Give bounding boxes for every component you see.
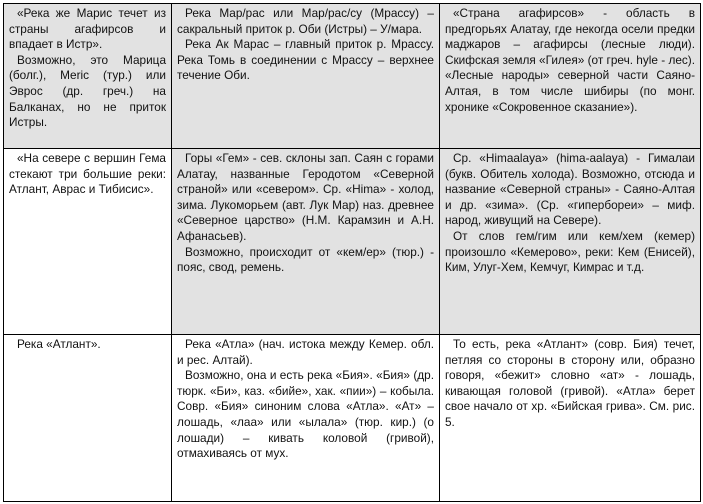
cell-paragraph: Река Мар/рас или Мар/рас/су (Мрассу) – сакральный приток р. Оби (Истры) – У/мара. <box>177 6 434 36</box>
table-cell <box>4 149 172 335</box>
table-cell <box>440 4 701 149</box>
cell-paragraph: Река Ак Марас – главный приток р. Мрассу. Река Томь в соединении с Мрассу – верхнее течение Оби. <box>177 37 434 83</box>
table-cell <box>172 4 440 149</box>
table-row <box>4 149 701 335</box>
table-row <box>4 4 701 149</box>
table-cell <box>440 149 701 335</box>
cell-paragraph: «Страна агафирсов» - область в предгорьях Алатау, где некогда осели предки маджаров – агафирсы (лесные люди). Скифская земля «Гилея» (от греч. hyle - лес). «Лесные народы» северной части Саяно-Алтая, в том числе шибиры (по монг. хронике «Сокровенное сказание»). <box>445 6 695 114</box>
cell-paragraph: Ср. «Himaalaya» (hima-aalaya) - Гималаи (букв. Обитель холода). Возможно, отсюда и название «Северной страны» - Саяно-Алтая и др. «зима». (Ср. «гипербореи» – миф. народ, живущий на Севере). <box>445 151 695 228</box>
table-cell <box>172 335 440 502</box>
table-cell <box>4 335 172 502</box>
cell-paragraph: Возможно, она и есть река «Бия». «Бия» (др. тюрк. «Би», каз. «бийе», хак. «пии») – кобыла. Совр. «Бия» синоним слова «Атла». «Ат» – лошадь, «лаа» или «ылала» (тюр. кир.) (о лошади) – кивать коловой (гривой), отмахиваясь от мух. <box>177 368 434 461</box>
cell-paragraph: «На севере с вершин Гема стекают три большие реки: Атлант, Аврас и Тибисис». <box>9 151 166 197</box>
cell-paragraph: Река «Атлант». <box>17 337 101 351</box>
cell-paragraph: Возможно, происходит от «кем/ер» (тюр.) - пояс, свод, ремень. <box>177 244 434 275</box>
table-cell <box>4 4 172 149</box>
cell-paragraph: Возможно, это Марица (болг.), Meric (тур.) или Эврос (др. греч.) на Балканах, но не приток Истры. <box>9 52 166 130</box>
table-cell <box>440 335 701 502</box>
cell-paragraph: Река «Атла» (нач. истока между Кемер. обл. и рес. Алтай). <box>177 337 434 367</box>
cell-paragraph: Горы «Гем» - сев. склоны зап. Саян с горами Алатау, названные Геродотом «Северной страной» или «севером». Ср. «Hima» - холод, зима. Лукоморьем (авт. Лук Мар) наз. древнее «Северное царство» (Н.М. Карамзин и А.Н. Афанасьев). <box>177 151 434 243</box>
table-row <box>4 335 701 502</box>
table-cell <box>172 149 440 335</box>
cell-paragraph: «Река же Марис течет из страны агафирсов и впадает в Истр». <box>9 6 166 52</box>
comparison-table <box>3 3 701 502</box>
cell-paragraph: От слов гем/гим или кем/хем (кемер) произошло «Кемерово», реки: Кем (Енисей), Ким, Улуг-Хем, Кемчуг, Кимрас и т.д. <box>445 228 695 275</box>
cell-paragraph: То есть, река «Атлант» (совр. Бия) течет, петляя со стороны в сторону или, образно говоря, «бежит» словно «ат» - лошадь, кивающая головой (гривой). «Атла» берет свое начало от хр. «Бийская грива». См. рис. 5. <box>445 337 695 429</box>
